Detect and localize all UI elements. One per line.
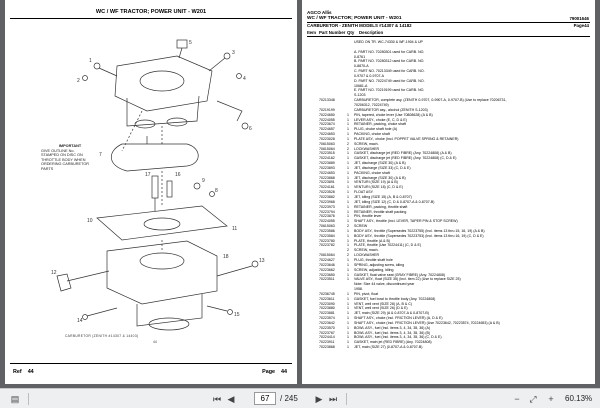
toolbar-divider	[28, 393, 29, 405]
part-number: 70223891	[319, 180, 335, 185]
svg-text:11: 11	[232, 226, 238, 232]
description: CARBURETOR asy., alcohol (ZENITH S-1203)	[354, 107, 428, 112]
quantity: 1	[347, 257, 349, 262]
part-number: 70224657	[319, 127, 335, 132]
description: E. PART NO. 70219199 used for CARB. NO.	[354, 88, 425, 93]
description: GASKET, discharge jet (RED FIBRE) (Any. 70224808) (A & B)	[354, 151, 452, 156]
quantity: 2	[347, 224, 349, 229]
svg-text:10: 10	[87, 218, 93, 224]
footer-ref-label: Ref	[13, 369, 22, 375]
part-number: 70223662	[319, 267, 335, 272]
viewer-toolbar	[0, 388, 600, 408]
svg-text:2: 2	[77, 78, 80, 84]
last-page-icon[interactable]: ⏭	[328, 394, 338, 404]
right-page	[302, 0, 595, 384]
description: SHAFT ASY., throttle (Incl. LEVER, TAPER PIN & STOP SCREW)	[354, 219, 458, 224]
description: FLOAT ASY.	[354, 190, 374, 195]
svg-text:5: 5	[189, 40, 192, 46]
svg-text:13: 13	[259, 258, 265, 264]
quantity: 1	[347, 190, 349, 195]
svg-text:4: 4	[243, 76, 246, 82]
description: BOWL ASY., fuel (Incl. items 3, 4, 34, 35, 36) (B)	[354, 330, 431, 335]
svg-text:8: 8	[215, 188, 218, 194]
part-number: 70224055	[319, 117, 335, 122]
brand-label: AGCO Allis	[307, 10, 332, 15]
parts-list	[307, 40, 592, 350]
part-number: 70224653	[319, 170, 335, 175]
part-number: 70223674	[319, 122, 335, 127]
description: CARBURETOR, complete asy. (ZENITH 0-9707, 0-9907-A, 0-9707-B) (Use to replace 70206731,	[354, 98, 507, 103]
part-number: 70236745	[319, 291, 335, 296]
description: 10681-A	[354, 83, 368, 88]
svg-text:18: 18	[223, 254, 229, 260]
description: GASKET, discharge jet (RED FIBRE) (Any. 70224808) (C, D & E)	[354, 156, 457, 161]
note-line: THROTTLE BODY WHEN	[41, 157, 86, 162]
description: C. PART NO. 70213349 used for CARB. NO.	[354, 69, 425, 74]
quantity: 1	[347, 180, 349, 185]
svg-text:17: 17	[145, 172, 151, 178]
note-line: STAMPED ON DISC ON	[41, 153, 83, 158]
part-number: 70223868	[319, 175, 335, 180]
svg-text:14: 14	[77, 318, 83, 324]
description: JET, discharge (SIZE 30) (A & B)	[354, 161, 406, 166]
description: PLUG, choke shaft hole (A)	[354, 127, 398, 132]
part-number: 70223794	[319, 209, 335, 214]
svg-text:12: 12	[51, 270, 57, 276]
description: BODY ASY., throttle (Supersedes 70223753) (Incl. items 13 thru 16, 19) (C, D & E)	[354, 233, 484, 238]
total-pages: / 245	[280, 394, 298, 403]
description: 0-8870-A	[354, 64, 369, 69]
quantity: 1	[347, 185, 349, 190]
part-number: 70223968	[319, 199, 335, 204]
description: Note: Size 44 valve, discontinued year	[354, 282, 415, 287]
quantity: 1	[347, 204, 349, 209]
part-number: 70223882	[319, 195, 335, 199]
quantity: 1	[347, 112, 349, 117]
description: 0-9707 & 0-9707-A	[354, 73, 384, 78]
description: SHAFT ASY., choke (Incl. FRICTION LEVER) (A, D & E)	[354, 316, 443, 321]
description: JET, main (SIZE 27) (0-8707-A & 0-8707-B)	[354, 345, 423, 350]
part-number: 70223511	[319, 277, 335, 282]
important-note	[41, 144, 89, 172]
part-number: 70615063	[319, 224, 335, 229]
description: PLATE, throttle (A & B)	[354, 238, 391, 243]
description: JET, idling (SIZE 12) (C, D & 0-8707-A & 0-8707-B)	[354, 199, 435, 204]
note-line: ORDERING CARBURETOR	[41, 162, 90, 167]
part-number: 70224414	[319, 335, 335, 340]
quantity: 1	[347, 209, 349, 214]
part-number: 70223611	[319, 296, 335, 301]
quantity: 1	[347, 335, 349, 340]
quantity: 1	[347, 127, 349, 132]
part-number: 70223646	[319, 262, 335, 267]
svg-text:3: 3	[232, 50, 235, 56]
quantity: 1	[347, 195, 349, 199]
fit-page-icon[interactable]: ⤢	[529, 394, 537, 404]
zoom-level[interactable]: 60.13%	[565, 394, 593, 403]
description: PIN, throttle lever	[354, 214, 382, 219]
quantity: 1	[347, 122, 349, 127]
description: VALVE ASY., float (SIZE 35) (Incl. item 22) (Use to replace SIZE 25)	[354, 277, 461, 282]
description: SCREW, mach.	[354, 248, 379, 253]
description: BOWL ASY., fuel (Incl. items 3, 4, 34, 35, 36) (A)	[354, 325, 431, 330]
part-number: 70223028	[319, 136, 335, 141]
part-number: 70223570	[319, 325, 335, 330]
quantity: 1	[347, 306, 349, 311]
svg-text:16: 16	[175, 172, 181, 178]
note-line: IMPORTANT	[58, 144, 82, 148]
part-number: 70223911	[319, 340, 335, 345]
quantity: 1	[347, 175, 349, 180]
footer-page-number: 44	[281, 369, 287, 375]
part-number: 70223515	[319, 151, 335, 156]
quantity: 1	[347, 170, 349, 175]
part-number: 70223586	[319, 228, 335, 233]
part-number: 70223090	[319, 301, 335, 306]
description: USED ON TR. WC-74330 & WF-1904 & UP	[354, 40, 423, 44]
description: LEVER ASY., choke (E, C, D & E)	[354, 117, 407, 122]
bottom-rule	[10, 363, 292, 364]
quantity: 1	[347, 156, 349, 161]
quantity: 1	[347, 132, 349, 137]
part-number: 70223642	[319, 320, 335, 325]
description: SCREW, adjusting, idling	[354, 267, 394, 272]
part-number: 70223868	[319, 345, 335, 350]
part-number: 70224055	[319, 219, 335, 224]
part-number: 70223876	[319, 214, 335, 219]
col-item: Item	[307, 30, 317, 35]
page-label: Page44	[573, 23, 589, 28]
description: RETAINER, packing, choke shaft	[354, 122, 406, 127]
part-number: 70224162	[319, 156, 335, 161]
prev-page-icon[interactable]: ◀	[227, 394, 235, 404]
description: B. PART NO. 70280312 used for CARB. NO.	[354, 59, 425, 64]
part-number: 70615063	[319, 141, 335, 146]
description: SHAFT ASY., choke (Incl. FRICTION LEVER) (Use 70223642, 70223574, 70224653) (A & B)	[354, 320, 500, 325]
toolbar-divider	[346, 393, 347, 405]
header-bottom-rule	[307, 36, 590, 37]
description: PACKING, choke shaft	[354, 132, 390, 137]
left-page	[5, 0, 297, 384]
part-number: 70213348	[319, 98, 335, 103]
quantity: 2	[347, 141, 349, 146]
doc-code: 79001646	[569, 16, 589, 21]
part-number: 70223880	[319, 306, 335, 311]
quantity: 2	[347, 253, 349, 258]
part-number: 70223650	[319, 272, 335, 277]
quantity: 1	[347, 151, 349, 156]
part-number: 70223574	[319, 316, 335, 321]
part-number: 70224161	[319, 185, 335, 190]
svg-text:9: 9	[202, 178, 205, 184]
part-number: 70224627	[319, 257, 335, 262]
quantity: 1	[347, 219, 349, 224]
description: PLUG, throttle shaft hole	[354, 257, 393, 262]
part-number: 70224650	[319, 112, 335, 117]
description: 70206312, 70224749)	[354, 102, 389, 107]
description: PLATE, throttle (Use 70224411) (C, D & E)	[354, 243, 422, 248]
quantity: 1	[347, 330, 349, 335]
footer-page-label: Page	[262, 369, 275, 375]
description: VENTURI (SIZE 19) (A & B)	[354, 180, 398, 185]
zoom-out-icon[interactable]: −	[514, 394, 520, 404]
description: SCREW, mach.	[354, 141, 379, 146]
description: PLATE ASY., choke (Incl. POPPET VALVE SPRING & RETAINER)	[354, 136, 459, 141]
part-number: 70223973	[319, 204, 335, 209]
description: PIN, tapered, choke lever (Use 70808628) (A & B)	[354, 112, 433, 117]
quantity: 1	[347, 340, 349, 345]
description: GASKET, main jet (RED FIBRE) (Any. 70224808)	[354, 340, 432, 345]
quantity: 1	[347, 136, 349, 141]
description: S-1203	[354, 93, 366, 98]
carburetor-exploded-diagram	[27, 26, 277, 356]
description: BOWL ASY., fuel (Incl. items 3, 4, 34, 35, 36) (C, D & E)	[354, 335, 442, 340]
part-number: 70615064	[319, 146, 335, 151]
part-number: 70224653	[319, 132, 335, 137]
quantity: 1	[347, 277, 349, 282]
description: GASKET, float valve seat (GRAY FIBRE) (Any. 70224808)	[354, 272, 446, 277]
part-number: 70615064	[319, 253, 335, 258]
quantity: 2	[347, 248, 349, 253]
col-qty: Qty	[347, 30, 355, 35]
quantity: 1	[347, 291, 349, 296]
svg-text:15: 15	[234, 312, 240, 318]
quantity: 1	[347, 214, 349, 219]
description: JET, main (SIZE 29) (A & 0-8707-A & 0-8707-B)	[354, 311, 429, 316]
note-line: GIVE OUTLINE No.	[41, 148, 75, 153]
svg-text:6: 6	[249, 126, 252, 132]
quantity: 1	[347, 262, 349, 267]
description: JET, discharge (SIZE 33) (C, D & E)	[354, 165, 411, 170]
description: SPRING, adjusting screw, idling	[354, 262, 405, 267]
part-number: 70219199	[319, 107, 335, 112]
description: PIN, pivot, float	[354, 291, 379, 296]
description: SCREW	[354, 224, 368, 229]
part-number: 70223893	[319, 165, 335, 170]
description: A. PART NO. 70280301 used for CARB. NO.	[354, 49, 425, 54]
footer-ref	[13, 369, 34, 375]
description: VENT, well vent (SIZE 28) (A, B & C)	[354, 301, 412, 306]
svg-text:7: 7	[99, 152, 102, 158]
description: VENT, well vent (SIZE 26) (D & E)	[354, 306, 408, 311]
first-page-icon[interactable]: ⏮	[212, 394, 222, 404]
part-number: 70223780	[319, 238, 335, 243]
quantity: 1	[347, 238, 349, 243]
part-number: 70223782	[319, 243, 335, 248]
description: JET, idling (SIZE 15) (A, B & 0-8707)	[354, 195, 412, 199]
quantity: 1	[347, 320, 349, 325]
description: RETAINER, packing, throttle shaft	[354, 204, 408, 209]
description: LOCKWASHER	[354, 253, 380, 258]
description: PACKING, choke shaft	[354, 170, 390, 175]
description: 1958.	[354, 287, 363, 292]
parts-row	[307, 345, 592, 350]
col-desc: Description	[359, 30, 384, 35]
quantity: 1	[347, 325, 349, 330]
description: RETAINER, throttle shaft packing	[354, 209, 407, 214]
footer-page	[262, 369, 287, 375]
description: BODY ASY., throttle (Supersedes 70223755) (Incl. items 13 thru 15, 16, 19) (A & B)	[354, 228, 485, 233]
part-number: 70223881	[319, 311, 335, 316]
diagram-page-number: 44	[153, 340, 157, 344]
quantity: 1	[347, 316, 349, 321]
description: LOCKWASHER	[354, 146, 380, 151]
quantity: 1	[347, 199, 349, 204]
zoom-in-icon[interactable]: +	[548, 394, 554, 404]
description: VENTURI (SIZE 18) (C, D & E)	[354, 185, 403, 190]
quantity: 1	[347, 267, 349, 272]
right-page-title: WC / WF TRACTOR; POWER UNIT - W201	[307, 16, 402, 21]
quantity: 2	[347, 146, 349, 151]
top-rule	[10, 18, 292, 19]
footer-ref-number: 44	[27, 369, 34, 375]
quantity: 1	[347, 345, 349, 350]
quantity: 1	[347, 161, 349, 166]
page-number-input[interactable]: 67	[254, 392, 276, 405]
col-part: Part Number	[319, 30, 346, 35]
part-number: 70223767	[319, 330, 335, 335]
quantity: 1	[347, 296, 349, 301]
diagram-caption: CARBURETOR (ZENITH #14307 & 14403)	[65, 334, 139, 338]
quantity: 1	[347, 243, 349, 248]
left-page-title: WC / WF TRACTOR; POWER UNIT - W201	[95, 9, 207, 15]
quantity: 1	[347, 117, 349, 122]
description: 0-8761	[354, 54, 366, 59]
quantity: 1	[347, 233, 349, 238]
note-line: PARTS	[41, 166, 54, 171]
quantity: 1	[347, 228, 349, 233]
part-number: 70223584	[319, 233, 335, 238]
description: D. PART NO. 70224749 used for CARB. NO.	[354, 78, 425, 83]
section-subtitle: CARBURETOR - ZENITH MODELS #14307 & 14182	[307, 23, 412, 28]
description: JET, discharge (SIZE 30) (A & B)	[354, 175, 406, 180]
quantity: 1	[347, 272, 349, 277]
part-number: 70223528	[319, 190, 335, 195]
quantity: 1	[347, 311, 349, 316]
sidebar-toggle-icon[interactable]: ▤	[10, 394, 20, 404]
description: GASKET, fuel bowl to throttle body (Any. 70224808)	[354, 296, 436, 301]
quantity: 1	[347, 165, 349, 170]
next-page-icon[interactable]: ▶	[315, 394, 323, 404]
part-number: 70223889	[319, 161, 335, 166]
quantity: 1	[347, 301, 349, 306]
svg-text:1: 1	[89, 58, 92, 64]
